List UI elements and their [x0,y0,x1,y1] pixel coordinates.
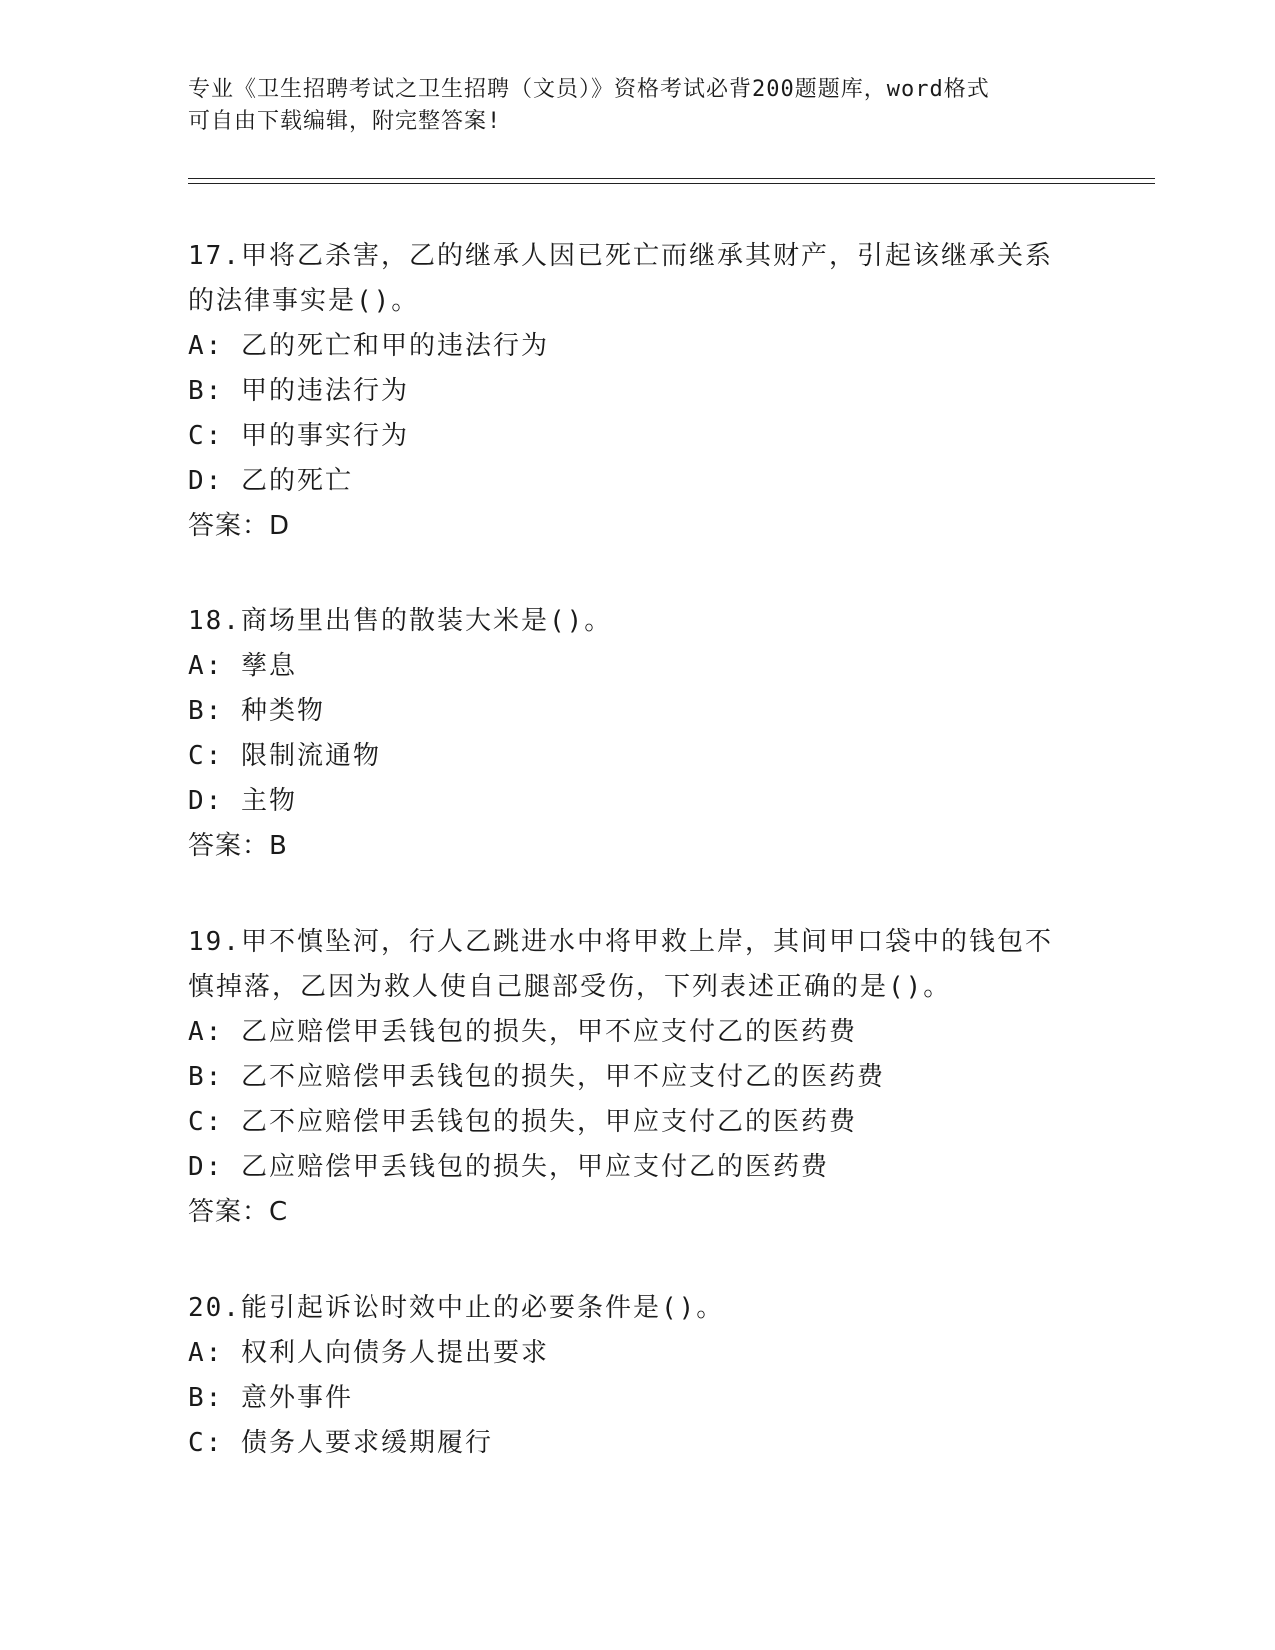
option-a: A: 孳息 [188,651,297,681]
header-divider-top [188,178,1155,179]
question-stem-line: 的法律事实是()。 [188,286,420,316]
option-c: C: 甲的事实行为 [188,421,409,451]
question-19 [188,920,1088,1235]
question-17 [188,234,1088,549]
option-b: B: 甲的违法行为 [188,376,409,406]
answer-line: 答案：B [188,831,288,861]
option-c: C: 乙不应赔偿甲丢钱包的损失，甲应支付乙的医药费 [188,1107,857,1137]
header-divider-bottom [188,183,1155,184]
question-stem-line: 17.甲将乙杀害，乙的继承人因已死亡而继承其财产，引起该继承关系 [188,241,1053,271]
header-line-2: 可自由下载编辑，附完整答案! [188,109,502,134]
option-b: B: 种类物 [188,696,325,726]
option-b: B: 意外事件 [188,1383,353,1413]
question-stem-line: 19.甲不慎坠河，行人乙跳进水中将甲救上岸，其间甲口袋中的钱包不 [188,927,1053,957]
option-d: D: 乙的死亡 [188,466,353,496]
question-20 [188,1286,1088,1466]
option-a: A: 乙的死亡和甲的违法行为 [188,331,549,361]
option-d: D: 主物 [188,786,297,816]
question-stem-line: 18.商场里出售的散装大米是()。 [188,606,613,636]
option-a: A: 权利人向债务人提出要求 [188,1338,549,1368]
option-b: B: 乙不应赔偿甲丢钱包的损失，甲不应支付乙的医药费 [188,1062,885,1092]
option-a: A: 乙应赔偿甲丢钱包的损失，甲不应支付乙的医药费 [188,1017,857,1047]
question-stem-line: 慎掉落，乙因为救人使自己腿部受伤，下列表述正确的是()。 [188,972,952,1002]
answer-line: 答案：C [188,1197,289,1227]
question-18 [188,599,1088,869]
option-c: C: 限制流通物 [188,741,381,771]
question-stem-line: 20.能引起诉讼时效中止的必要条件是()。 [188,1293,725,1323]
option-c: C: 债务人要求缓期履行 [188,1428,493,1458]
option-d: D: 乙应赔偿甲丢钱包的损失，甲应支付乙的医药费 [188,1152,829,1182]
answer-line: 答案：D [188,511,291,541]
header-line-1: 专业《卫生招聘考试之卫生招聘（文员）》资格考试必背200题题库，word格式 [188,77,990,102]
document-header [188,74,1088,138]
